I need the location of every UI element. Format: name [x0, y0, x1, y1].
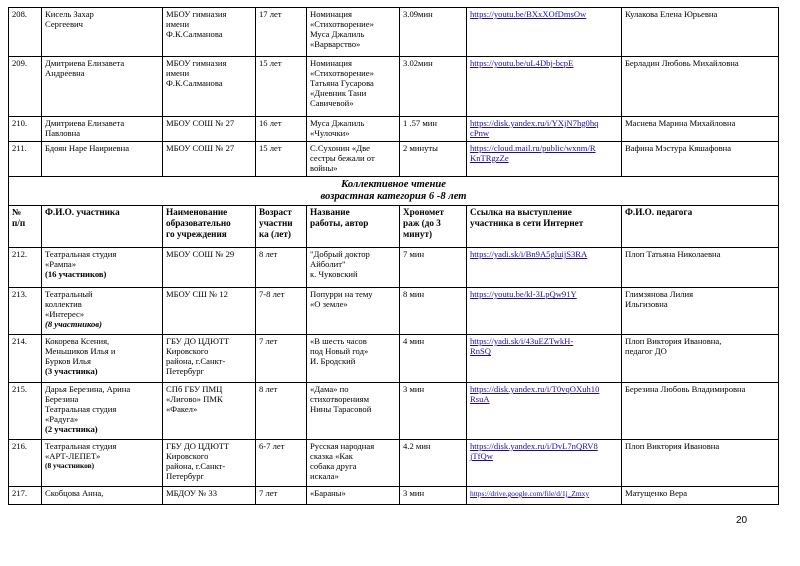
performance-link[interactable]: [470, 384, 599, 404]
work-cell: [307, 335, 400, 383]
work-cell: [307, 288, 400, 335]
section-heading-row: [9, 177, 779, 206]
section-heading: [9, 177, 779, 206]
header-label: работы, автор: [310, 218, 369, 228]
teacher-name: Плоп Виктория Ивановна: [625, 441, 720, 451]
school-name: района, г.Санкт-: [166, 356, 226, 366]
link-cell: [467, 142, 622, 177]
link-text: KnTRgzZe: [470, 153, 509, 163]
table-row: [9, 57, 779, 117]
link-text: RnSQ: [470, 346, 492, 356]
work-title: собака друга: [310, 461, 357, 471]
link-cell: [467, 248, 622, 288]
teacher-cell: [622, 248, 779, 288]
work-title: «Стихотворение»: [310, 68, 374, 78]
header-label: го учреждения: [166, 229, 227, 239]
teacher-cell: [622, 335, 779, 383]
school-cell: [163, 8, 256, 57]
link-cell: [467, 288, 622, 335]
link-cell: [467, 117, 622, 142]
row-number: 217.: [9, 487, 42, 505]
school-name: Петербург: [166, 471, 205, 481]
school-cell: [163, 288, 256, 335]
link-cell: [467, 487, 622, 505]
header-teacher: [622, 206, 779, 248]
work-cell: [307, 57, 400, 117]
row-number: 212.: [9, 248, 42, 288]
row-number: 209.: [9, 57, 42, 117]
performance-link[interactable]: [470, 489, 589, 498]
teacher-cell: [622, 8, 779, 57]
work-cell: [307, 142, 400, 177]
link-text: https://youtu.be/BXxXOfDmsOw: [470, 9, 587, 19]
work-title: С.Сухонин «Две: [310, 143, 370, 153]
participants-count: (3 участника): [45, 366, 98, 376]
link-text: https://cloud.mail.ru/public/wxnm/R: [470, 143, 596, 153]
table-row: [9, 440, 779, 487]
header-time: [400, 206, 467, 248]
work-title: Муса Джалиль: [310, 29, 365, 39]
work-title: Номинация: [310, 9, 352, 19]
header-school: [163, 206, 256, 248]
header-label: образовательно: [166, 218, 231, 228]
school-name: Ф.К.Салманова: [166, 78, 223, 88]
section-age-category: возрастная категория 6 -8 лет: [320, 191, 467, 202]
age-cell: 15 лет: [256, 142, 307, 177]
work-cell: [307, 487, 400, 505]
participant-name: Дарья Березина, Арина: [45, 384, 131, 394]
section-title: Коллективное чтение: [341, 179, 446, 190]
participant-name: Театральная студия: [45, 404, 117, 414]
page-number: 20: [736, 515, 748, 526]
teacher-cell: [622, 117, 779, 142]
participant-name: «АРТ-ЛЕПЕТ»: [45, 451, 101, 461]
row-number: 210.: [9, 117, 42, 142]
participant-name: Дмитриева Елизавета: [45, 58, 125, 68]
participant-name: Меньшиков Илья и: [45, 346, 116, 356]
link-cell: [467, 440, 622, 487]
link-cell: [467, 8, 622, 57]
teacher-name: Плоп Виктория Ивановна,: [625, 336, 722, 346]
teacher-name: Ильгизовна: [625, 299, 668, 309]
school-name: имени: [166, 19, 190, 29]
duration-cell: 3.02мин: [400, 57, 467, 117]
link-text: https://disk.yandex.ru/i/DvL7nQRV8: [470, 441, 598, 451]
work-title: Татьяна Гусарова: [310, 78, 374, 88]
duration-cell: 2 минуты: [400, 142, 467, 177]
duration-cell: 3 мин: [400, 383, 467, 440]
teacher-name: Глимзянова Лилия: [625, 289, 694, 299]
work-title: войны»: [310, 163, 338, 173]
work-title: Айболит": [310, 259, 346, 269]
work-title: «Дневник Тани: [310, 88, 367, 98]
school-name: МБОУ гимназия: [166, 9, 227, 19]
link-cell: [467, 383, 622, 440]
teacher-cell: [622, 142, 779, 177]
participant-name-cell: [42, 248, 163, 288]
age-cell: 7 лет: [256, 487, 307, 505]
work-title: Попурри на тему: [310, 289, 373, 299]
participant-name: Андреевна: [45, 68, 85, 78]
participant-name: коллектив: [45, 299, 82, 309]
duration-cell: 3.09мин: [400, 8, 467, 57]
participant-name: Театральный: [45, 289, 93, 299]
participants-table: [8, 7, 779, 505]
participant-name: Бурков Илья: [45, 356, 91, 366]
header-name: [42, 206, 163, 248]
age-cell: 16 лет: [256, 117, 307, 142]
school-name: Кировского: [166, 346, 209, 356]
teacher-name: Кулакова Елена Юрьевна: [625, 9, 718, 19]
work-title: искала»: [310, 471, 339, 481]
table-row: [9, 8, 779, 57]
participant-name: Березина: [45, 394, 79, 404]
participant-name: «Интерес»: [45, 309, 85, 319]
header-link: [467, 206, 622, 248]
header-label: участника в сети Интернет: [470, 218, 584, 228]
table-row: [9, 335, 779, 383]
header-label: Возраст: [259, 207, 292, 217]
age-cell: 15 лет: [256, 57, 307, 117]
performance-link[interactable]: [470, 249, 587, 259]
participants-count: (2 участника): [45, 424, 98, 434]
link-cell: [467, 57, 622, 117]
header-label: Хрономет: [403, 207, 444, 217]
work-title: стихотворениям: [310, 394, 370, 404]
participant-name-cell: [42, 117, 163, 142]
work-title: к. Чуковский: [310, 269, 358, 279]
participant-name: Сергеевич: [45, 19, 83, 29]
school-cell: [163, 487, 256, 505]
row-number: 215.: [9, 383, 42, 440]
table-header-row: [9, 206, 779, 248]
work-title: «Дама» по: [310, 384, 349, 394]
table-row: [9, 248, 779, 288]
work-title: Нины Тарасовой: [310, 404, 372, 414]
school-cell: [163, 335, 256, 383]
work-title: «Бараны»: [310, 488, 346, 498]
teacher-name: Березина Любовь Владимировна: [625, 384, 746, 394]
school-name: МБОУ СОШ № 27: [166, 143, 235, 153]
work-title: «Стихотворение»: [310, 19, 374, 29]
age-cell: 7 лет: [256, 335, 307, 383]
participant-name: Бдоян Наре Наириевна: [45, 143, 130, 153]
link-text: jTfQw: [470, 451, 493, 461]
school-name: района, г.Санкт-: [166, 461, 226, 471]
participant-name: Павловна: [45, 128, 81, 138]
teacher-name: Плоп Татьяна Николаевна: [625, 249, 721, 259]
table-row: [9, 142, 779, 177]
work-cell: [307, 117, 400, 142]
work-title: «Варварство»: [310, 39, 361, 49]
table-row: [9, 487, 779, 505]
table-row: [9, 288, 779, 335]
participant-name: Театральная студия: [45, 441, 117, 451]
participant-name: Театральная студия: [45, 249, 117, 259]
header-age: [256, 206, 307, 248]
header-label: Название: [310, 207, 350, 217]
work-title: «Чулочки»: [310, 128, 350, 138]
school-cell: [163, 248, 256, 288]
participants-count: (16 участников): [45, 269, 107, 279]
school-name: ГБУ ДО ЦДЮТТ: [166, 336, 230, 346]
link-text: cPnw: [470, 128, 490, 138]
work-title: И. Бродский: [310, 356, 356, 366]
performance-link[interactable]: [470, 9, 586, 19]
participant-name: Дмитриева Елизавета: [45, 118, 125, 128]
link-text: https://drive.google.com/file/d/1j_Zmxy: [470, 489, 590, 498]
work-title: «В шесть часов: [310, 336, 367, 346]
duration-cell: 4 мин: [400, 335, 467, 383]
teacher-cell: [622, 487, 779, 505]
teacher-name: Матущенко Вера: [625, 488, 688, 498]
performance-link[interactable]: [470, 289, 577, 299]
performance-link[interactable]: [470, 143, 596, 163]
participant-name-cell: [42, 142, 163, 177]
participant-name: Кисель Захар: [45, 9, 94, 19]
age-cell: 8 лет: [256, 248, 307, 288]
participants-count: (8 участников): [45, 319, 103, 329]
participant-name-cell: [42, 383, 163, 440]
header-label: Наименование: [166, 207, 228, 217]
school-name: МБОУ СОШ № 27: [166, 118, 235, 128]
school-name: СПб ГБУ ПМЦ: [166, 384, 223, 394]
age-cell: 6-7 лет: [256, 440, 307, 487]
school-cell: [163, 142, 256, 177]
header-work: [307, 206, 400, 248]
teacher-name: Вафина Мэстура Кяшафовна: [625, 143, 732, 153]
participant-name: Кокорева Ксения,: [45, 336, 110, 346]
participant-name-cell: [42, 8, 163, 57]
age-cell: 7-8 лет: [256, 288, 307, 335]
header-label: минут): [403, 229, 433, 239]
work-title: под Новый год»: [310, 346, 369, 356]
link-text: https://youtu.be/uL4Dbj-bcpE: [470, 58, 574, 68]
table-row: [9, 117, 779, 142]
work-title: «О земле»: [310, 299, 348, 309]
header-label: ка (лет): [259, 229, 291, 239]
school-name: «Факел»: [166, 404, 198, 414]
school-cell: [163, 440, 256, 487]
work-title: Муса Джалиль: [310, 118, 365, 128]
age-cell: 17 лет: [256, 8, 307, 57]
school-name: МБОУ гимназия: [166, 58, 227, 68]
link-cell: [467, 335, 622, 383]
age-cell: 8 лет: [256, 383, 307, 440]
teacher-name: педагог ДО: [625, 346, 667, 356]
header-label: Ссылка на выступление: [470, 207, 572, 217]
teacher-cell: [622, 288, 779, 335]
header-label: №: [12, 207, 22, 217]
participant-name: Скобцова Анна,: [45, 488, 104, 498]
work-cell: [307, 440, 400, 487]
header-label: раж (до 3: [403, 218, 441, 228]
school-cell: [163, 117, 256, 142]
row-number: 213.: [9, 288, 42, 335]
duration-cell: 4.2 мин: [400, 440, 467, 487]
participant-name-cell: [42, 440, 163, 487]
duration-cell: 3 мин: [400, 487, 467, 505]
teacher-name: Маснева Марина Михайловна: [625, 118, 736, 128]
duration-cell: 7 мин: [400, 248, 467, 288]
school-name: имени: [166, 68, 190, 78]
participant-name-cell: [42, 487, 163, 505]
link-text: https://youtu.be/kl-3LpQw91Y: [470, 289, 577, 299]
participant-name: «Рампа»: [45, 259, 77, 269]
participant-name-cell: [42, 335, 163, 383]
row-number: 216.: [9, 440, 42, 487]
teacher-cell: [622, 440, 779, 487]
duration-cell: 1 .57 мин: [400, 117, 467, 142]
school-name: ГБУ ДО ЦДЮТТ: [166, 441, 230, 451]
work-cell: [307, 383, 400, 440]
work-cell: [307, 8, 400, 57]
link-text: RsuA: [470, 394, 490, 404]
link-text: https://yadi.sk/i/Bn9A5gluijS3RA: [470, 249, 588, 259]
performance-link[interactable]: [470, 58, 573, 68]
work-cell: [307, 248, 400, 288]
work-title: Русская народная: [310, 441, 375, 451]
header-label: участни: [259, 218, 293, 228]
duration-cell: 8 мин: [400, 288, 467, 335]
performance-link[interactable]: [470, 336, 573, 356]
participant-name: «Радуга»: [45, 414, 79, 424]
participant-name-cell: [42, 57, 163, 117]
header-num: [9, 206, 42, 248]
school-name: Ф.К.Салманова: [166, 29, 223, 39]
link-text: https://disk.yandex.ru/i/YXjN7hg0hq: [470, 118, 599, 128]
school-name: МБОУ СОШ № 29: [166, 249, 235, 259]
work-title: сказка «Как: [310, 451, 353, 461]
teacher-cell: [622, 383, 779, 440]
participant-name-cell: [42, 288, 163, 335]
header-label: п/п: [12, 218, 26, 228]
school-name: «Лиговo» ПМК: [166, 394, 223, 404]
work-title: сестры бежали от: [310, 153, 375, 163]
header-label: Ф.И.О. педагога: [625, 207, 693, 217]
row-number: 214.: [9, 335, 42, 383]
header-label: Ф.И.О. участника: [45, 207, 120, 217]
table-row: [9, 383, 779, 440]
row-number: 211.: [9, 142, 42, 177]
performance-link[interactable]: [470, 441, 598, 461]
performance-link[interactable]: [470, 118, 598, 138]
school-name: Петербург: [166, 366, 205, 376]
school-cell: [163, 57, 256, 117]
link-text: https://yadi.sk/i/43uEZTwkH-: [470, 336, 574, 346]
teacher-cell: [622, 57, 779, 117]
school-name: Кировского: [166, 451, 209, 461]
teacher-name: Берладин Любовь Михайловна: [625, 58, 739, 68]
school-name: МБДОУ № 33: [166, 488, 218, 498]
school-cell: [163, 383, 256, 440]
link-text: https://disk.yandex.ru/i/T0vqOXuh10: [470, 384, 600, 394]
school-name: МБОУ СШ № 12: [166, 289, 228, 299]
participants-count: (8 участников): [45, 461, 95, 470]
row-number: 208.: [9, 8, 42, 57]
work-title: "Добрый доктор: [310, 249, 370, 259]
work-title: Савичевой»: [310, 98, 354, 108]
work-title: Номинация: [310, 58, 352, 68]
